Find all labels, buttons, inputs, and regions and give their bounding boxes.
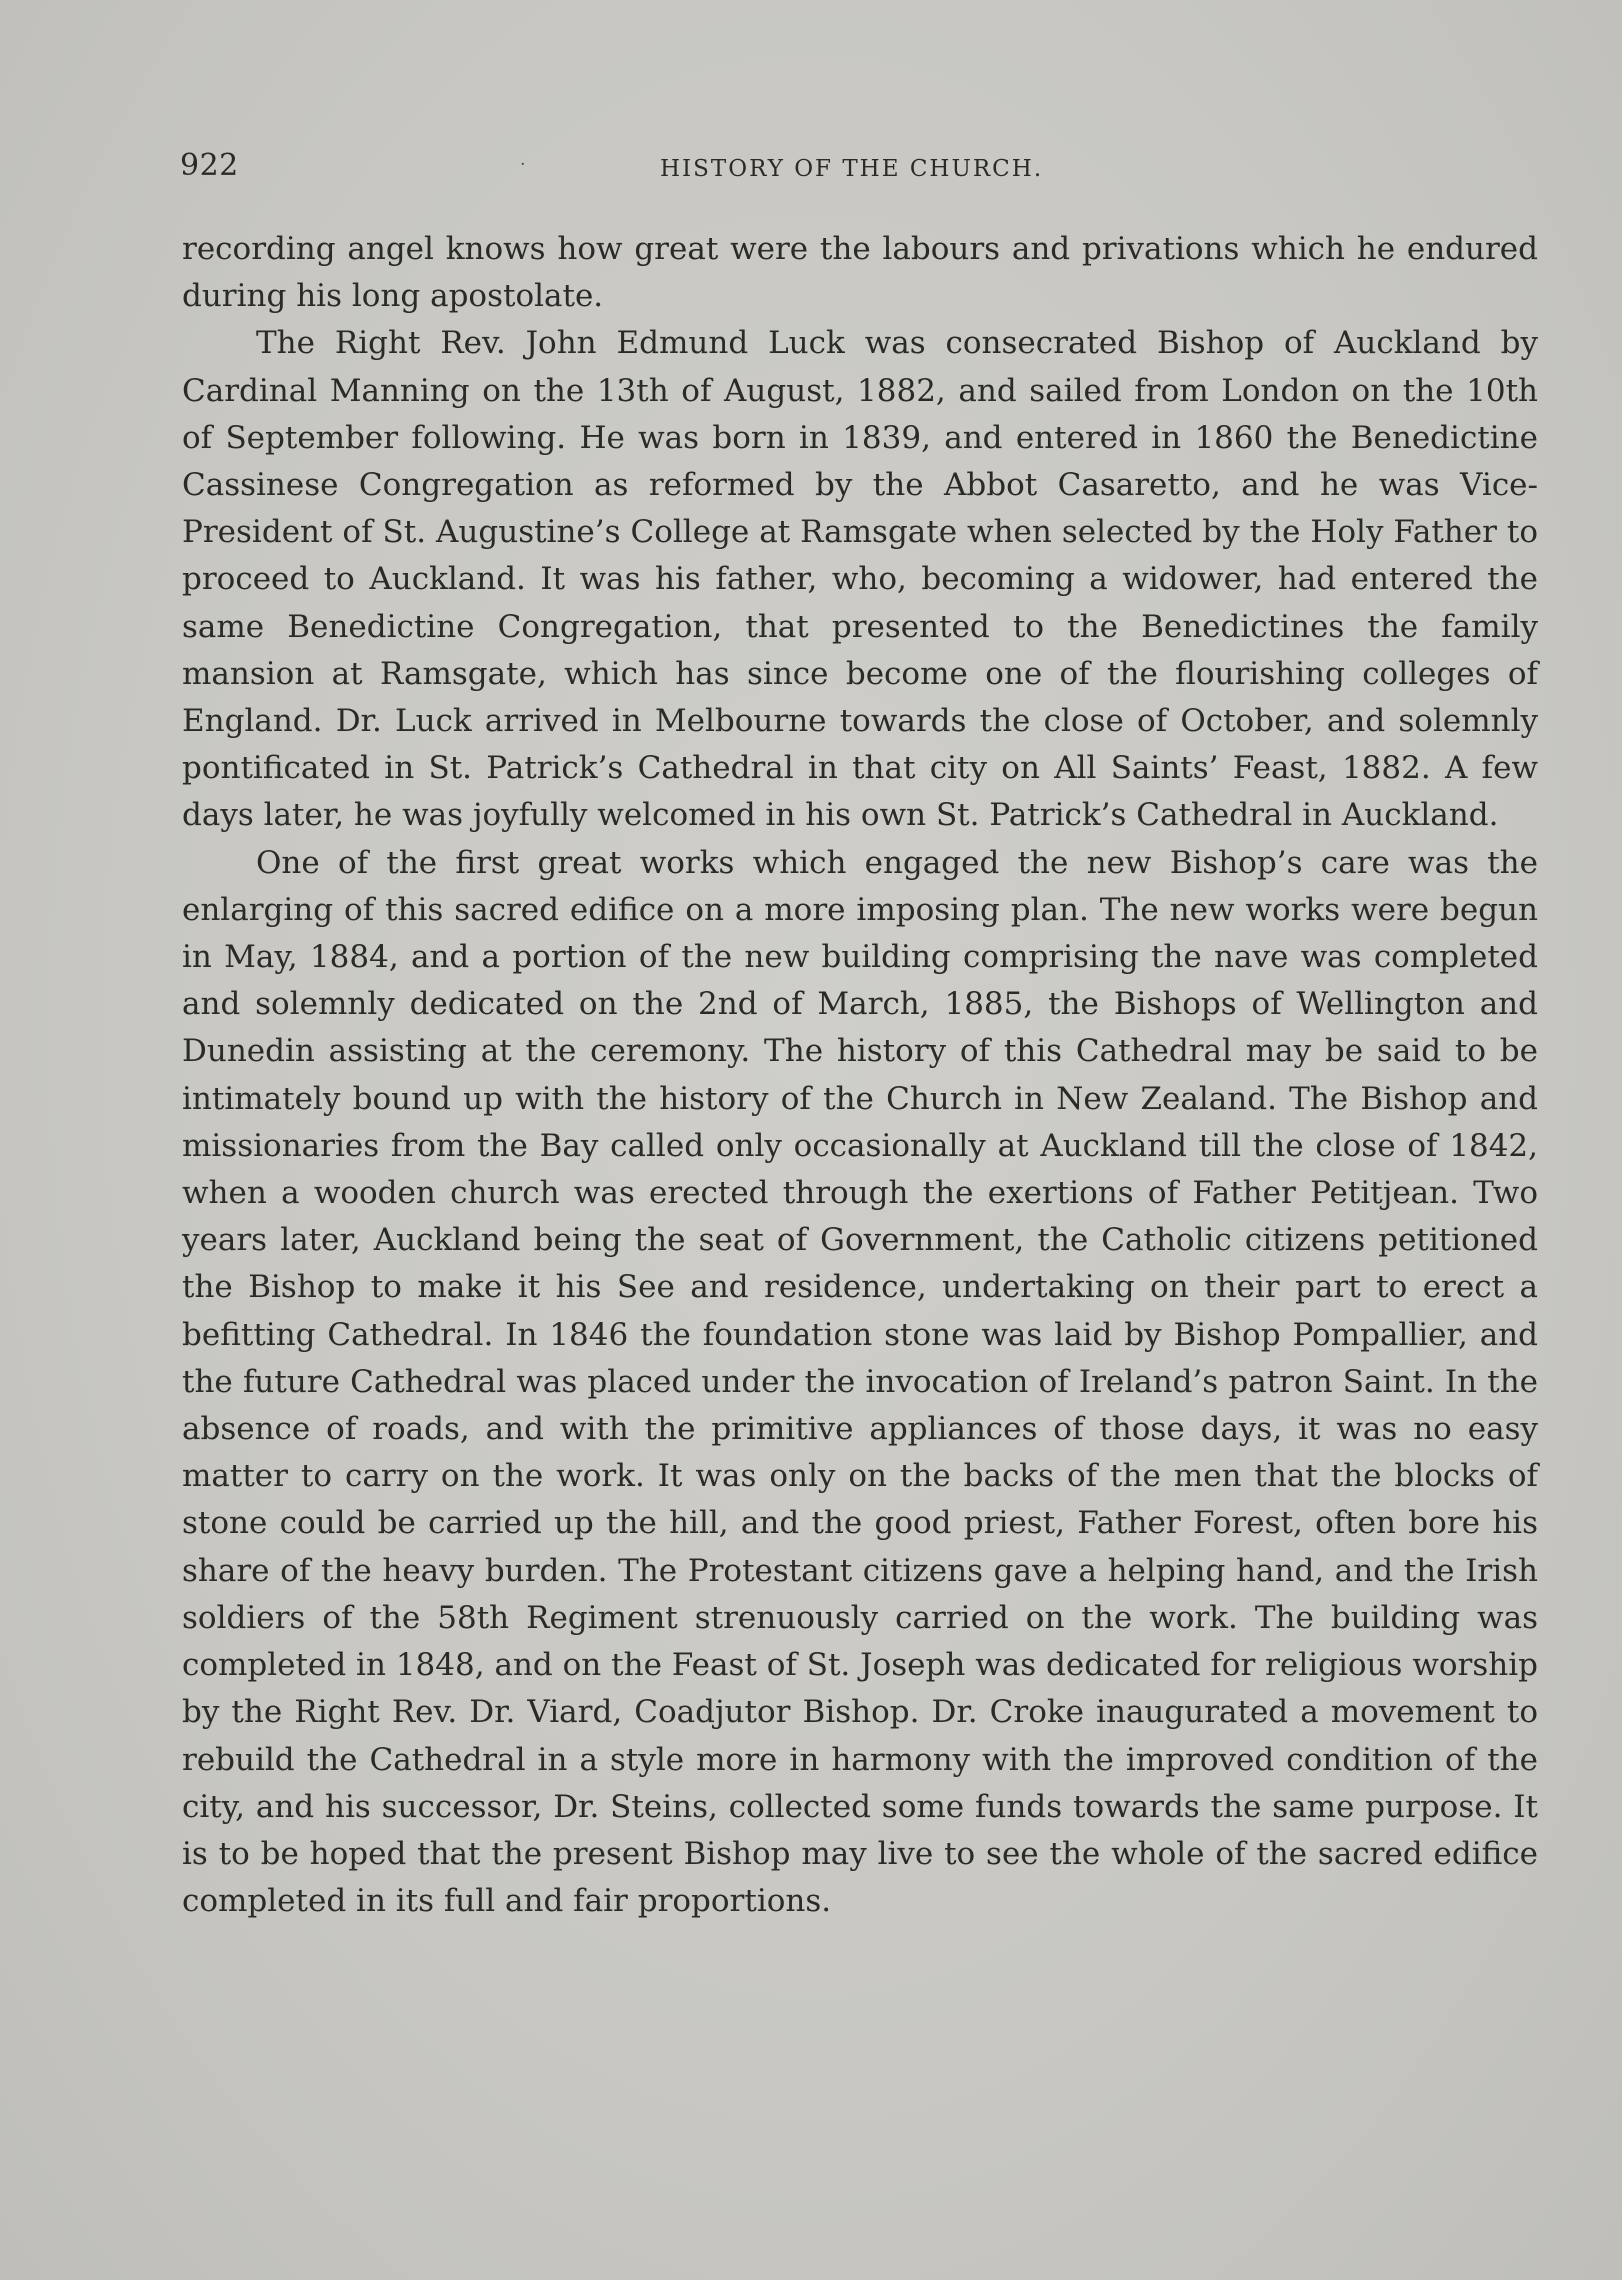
- paragraph-bishop-luck: The Right Rev. John Edmund Luck was consecrated Bishop of Auckland by Cardinal Manning on the 13th of August, 1882, and sailed from London on the 10th of September following. He was born in 1839, and entered in 1860 the Benedictine Cassinese Congregation as reformed by the Abbot Casaretto, and he was Vice-President of St. Augustine’s College at Ramsgate when selected by the Holy Father to proceed to Auckland. It was his father, who, becoming a widower, had entered the same Benedictine Congregation, that presented to the Benedictines the family mansion at Ramsgate, which has since become one of the flourishing colleges of England. Dr. Luck arrived in Melbourne towards the close of October, and solemnly pontificated in St. Patrick’s Cathedral in that city on All Saints’ Feast, 1882. A few days later, he was joyfully welcomed in his own St. Patrick’s Cathedral in Auckland.: [182, 325, 1538, 834]
- running-head: [180, 148, 1460, 192]
- body-text: [182, 226, 1538, 1925]
- running-title: HISTORY OF THE CHURCH.: [660, 156, 1044, 182]
- paragraph-cathedral-history: One of the first great works which engaged the new Bishop’s care was the enlarging of this sacred edifice on a more imposing plan. The new works were begun in May, 1884, and a portion of the new building comprising the nave was completed and solemnly dedicated on the 2nd of March, 1885, the Bishops of Wellington and Dunedin assisting at the ceremony. The history of this Cathedral may be said to be intimately bound up with the history of the Church in New Zealand. The Bishop and missionaries from the Bay called only occasionally at Auckland till the close of 1842, when a wooden church was erected through the exertions of Father Petitjean. Two years later, Auckland being the seat of Government, the Catholic citizens petitioned the Bishop to make it his See and residence, undertaking on their part to erect a befitting Cathedral. In 1846 the foundation stone was laid by Bishop Pompallier, and the future Cathedral was placed under the invocation of Ireland’s patron Saint. In the absence of roads, and with the primitive appliances of those days, it was no easy matter to carry on the work. It was only on the backs of the men that the blocks of stone could be carried up the hill, and the good priest, Father Forest, often bore his share of the heavy burden. The Protestant citizens gave a helping hand, and the Irish soldiers of the 58th Regiment strenuously carried on the work. The building was completed in 1848, and on the Feast of St. Joseph was dedicated for religious worship by the Right Rev. Dr. Viard, Coadjutor Bishop. Dr. Croke inaugurated a movement to rebuild the Cathedral in a style more in harmony with the improved condition of the city, and his successor, Dr. Steins, collected some funds towards the same purpose. It is to be hoped that the present Bishop may live to see the whole of the sacred edifice completed in its full and fair proportions.: [182, 844, 1538, 1920]
- page-number: 922: [180, 148, 239, 183]
- paragraph-continued: recording angel knows how great were the labours and privations which he endured during his long apostolate.: [182, 231, 1538, 315]
- header-separator: ·: [520, 154, 526, 175]
